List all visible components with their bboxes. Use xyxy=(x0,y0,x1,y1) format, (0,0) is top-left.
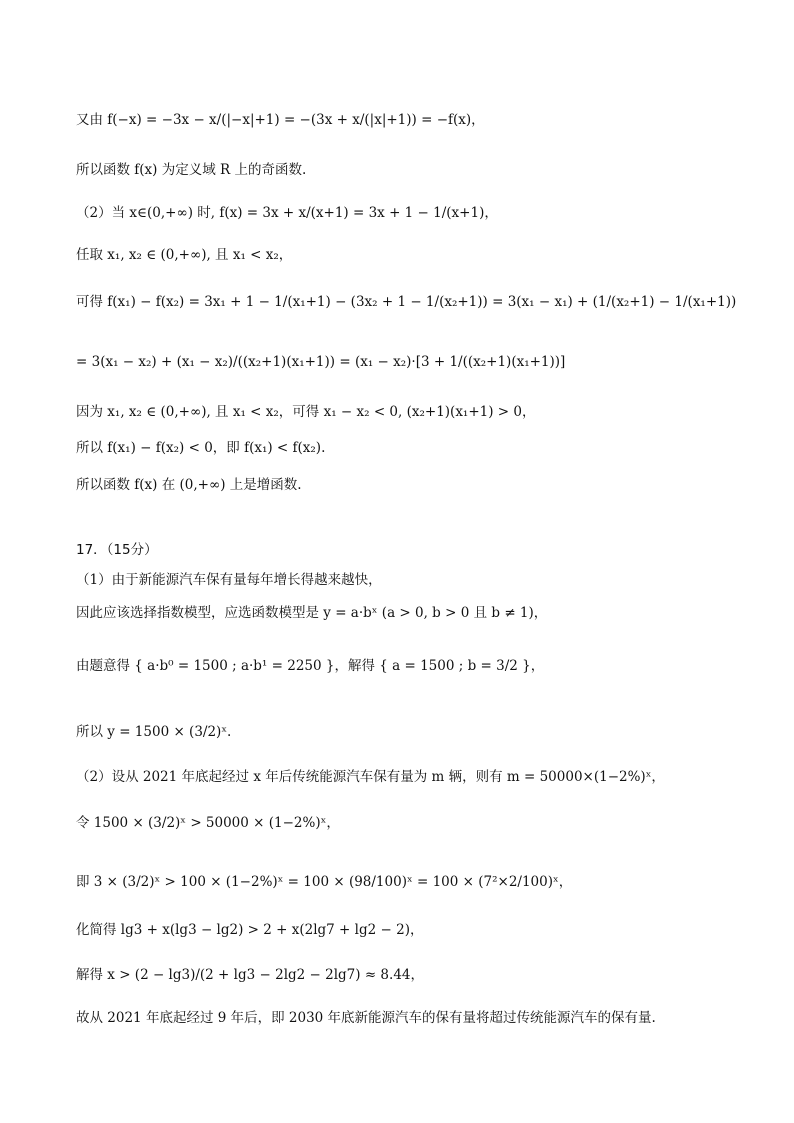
q17-model-formula: 所以 y = 1500 × (3/2)ˣ. xyxy=(76,724,232,740)
q17-system-solution: 由题意得 { a·b⁰ = 1500 ; a·b¹ = 2250 }，解得 { a = 1500 ; b = 3/2 }， xyxy=(76,658,545,674)
difference-line-2: = 3(x₁ − x₂) + (x₁ − x₂)/((x₂+1)(x₁+1)) = (x₁ − x₂)·[3 + 1/((x₂+1)(x₁+1))] xyxy=(76,354,566,370)
odd-function-conclusion: 所以函数 f(x) 为定义域 R 上的奇函数. xyxy=(76,162,307,178)
q17-model-choice: 因此应该选择指数模型，应选函数模型是 y = a·bˣ (a > 0, b > 0 且 b ≠ 1)， xyxy=(76,605,548,621)
q17-part1-line1: （1）由于新能源汽车保有量每年增长得越来越快， xyxy=(76,572,382,588)
odd-function-derivation: 又由 f(−x) = −3x − x/(|−x|+1) = −(3x + x/(|x|+1)) = −f(x)， xyxy=(76,112,485,128)
difference-line-1: 可得 f(x₁) − f(x₂) = 3x₁ + 1 − 1/(x₁+1) − (3x₂ + 1 − 1/(x₂+1)) = 3(x₁ − x₁) + (1/(x₂+1) − 1/(x₁+1)) xyxy=(76,294,737,310)
because-line: 因为 x₁, x₂ ∈ (0,+∞), 且 x₁ < x₂，可得 x₁ − x₂ < 0, (x₂+1)(x₁+1) > 0， xyxy=(76,404,536,420)
q17-log-simplify: 化简得 lg3 + x(lg3 − lg2) > 2 + x(2lg7 + lg2 − 2)， xyxy=(76,922,424,938)
question-17-heading: 17．（15分） xyxy=(76,542,158,558)
part2-heading: （2）当 x∈(0,+∞) 时, f(x) = 3x + x/(x+1) = 3x + 1 − 1/(x+1)， xyxy=(76,205,498,221)
increasing-conclusion: 所以函数 f(x) 在 (0,+∞) 上是增函数. xyxy=(76,477,302,493)
q17-inequality-transform: 即 3 × (3/2)ˣ > 100 × (1−2%)ˣ = 100 × (98/100)ˣ = 100 × (7²×2/100)ˣ， xyxy=(76,874,573,890)
q17-solve-x: 解得 x > (2 − lg3)/(2 + lg3 − 2lg2 − 2lg7) ≈ 8.44， xyxy=(76,967,424,983)
q17-inequality-setup: 令 1500 × (3/2)ˣ > 50000 × (1−2%)ˣ， xyxy=(76,815,340,831)
q17-part2-setup: （2）设从 2021 年底起经过 x 年后传统能源汽车保有量为 m 辆，则有 m = 50000×(1−2%)ˣ， xyxy=(76,769,665,785)
take-x1-x2: 任取 x₁, x₂ ∈ (0,+∞), 且 x₁ < x₂， xyxy=(76,247,293,263)
q17-final-conclusion: 故从 2021 年底起经过 9 年后，即 2030 年底新能源汽车的保有量将超过传统能源汽车的保有量. xyxy=(76,1010,656,1026)
inequality-result: 所以 f(x₁) − f(x₂) < 0，即 f(x₁) < f(x₂). xyxy=(76,440,326,456)
